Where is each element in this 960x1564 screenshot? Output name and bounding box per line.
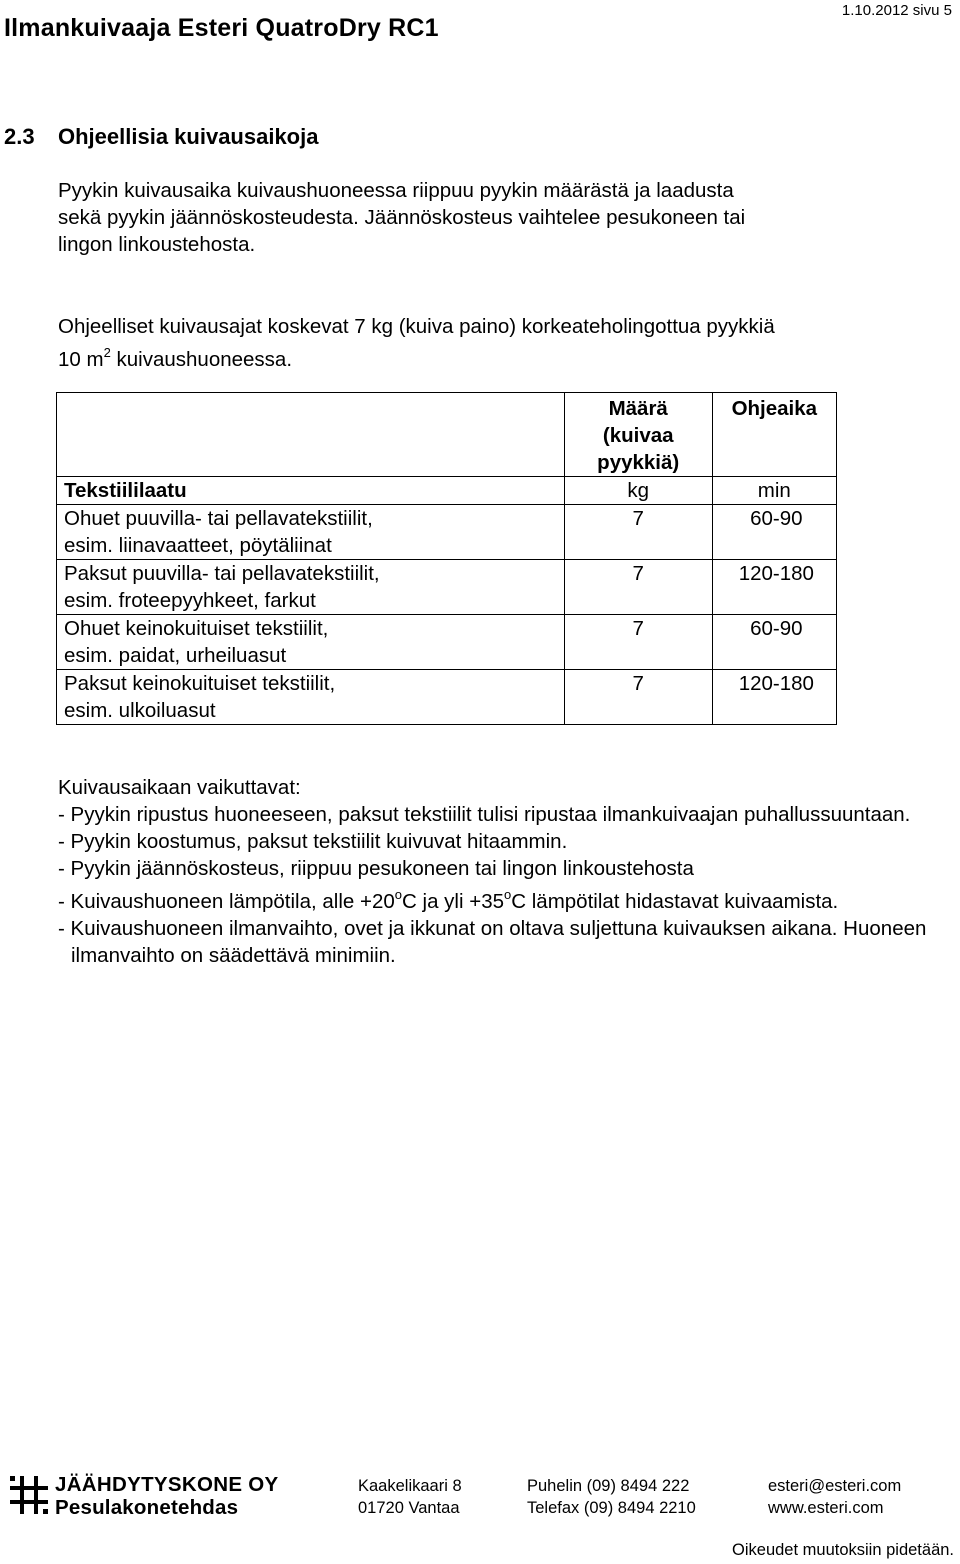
factor-text: C ja yli +35 [402, 889, 504, 913]
time-value: 120-180 [738, 672, 814, 695]
factor-item: - Kuivaushuoneen ilmanvaihto, ovet ja ikkunat on oltava suljettuna kuivauksen aikana. Huoneen ilmanvaihto on säädettävä minimiin. [58, 916, 927, 967]
header-amount-line: Määrä [608, 397, 668, 420]
website-link[interactable]: www.esteri.com [768, 1499, 884, 1517]
amount-value: 7 [632, 672, 644, 695]
footer-address [358, 1475, 462, 1519]
time-value: 60-90 [750, 507, 803, 530]
factor-item: - Pyykin koostumus, paksut tekstiilit kuivuvat hitaammin. [58, 830, 568, 853]
section-heading [4, 124, 318, 150]
table-row [57, 670, 837, 725]
company-subtitle: Pesulakonetehdas [55, 1496, 239, 1519]
header-amount-line: (kuivaa [602, 424, 674, 447]
header-amount-line: pyykkiä) [597, 451, 680, 474]
amount-value: 7 [632, 617, 644, 640]
time-value: 60-90 [750, 617, 803, 640]
address-city: 01720 Vantaa [358, 1499, 460, 1517]
superscript: 2 [103, 345, 111, 360]
document-title: Ilmankuivaaja Esteri QuatroDry RC1 [4, 14, 439, 42]
drying-time-table [56, 392, 837, 725]
header-empty-cell [57, 393, 565, 477]
factor-item: - Pyykin ripustus huoneeseen, paksut tekstiilit tulisi ripustaa ilmankuivaajan puhallussuuntaan. [58, 803, 911, 826]
textile-line: Ohuet puuvilla- tai pellavatekstiilit, [64, 507, 373, 530]
company-logo-icon [10, 1476, 48, 1514]
table-units-row [57, 477, 837, 505]
rights-notice: Oikeudet muutoksiin pidetään. [732, 1541, 954, 1559]
factor-item [58, 882, 938, 915]
page-footer [0, 1470, 960, 1564]
factor-text: C lämpötilat hidastavat kuivaamista. [511, 889, 839, 913]
time-cell [712, 505, 836, 560]
time-value: 120-180 [738, 562, 814, 585]
textile-example: esim. liinavaatteet, pöytäliinat [64, 534, 332, 557]
section-number: 2.3 [4, 124, 35, 149]
table-row [57, 505, 837, 560]
time-cell [712, 670, 836, 725]
textile-example: esim. paidat, urheiluasut [64, 644, 287, 667]
textile-cell [57, 560, 565, 615]
textile-cell [57, 615, 565, 670]
phone-number: Puhelin (09) 8494 222 [527, 1477, 690, 1495]
table-header-row [57, 393, 837, 477]
factor-text: - Kuivaushuoneen lämpötila, alle +20 [58, 889, 395, 913]
table-row [57, 615, 837, 670]
unit-label-cell: Tekstiililaatu [57, 477, 565, 505]
table-row [57, 560, 837, 615]
textile-example: esim. ulkoiluasut [64, 699, 216, 722]
amount-cell [564, 670, 712, 725]
factors-heading: Kuivausaikaan vaikuttavat: [58, 776, 301, 799]
amount-cell [564, 615, 712, 670]
fax-number: Telefax (09) 8494 2210 [527, 1499, 696, 1517]
scope-line: Ohjeelliset kuivausajat koskevat 7 kg (kuiva paino) korkeateholingottua pyykkiä [58, 315, 775, 338]
address-street: Kaakelikaari 8 [358, 1477, 462, 1495]
time-cell [712, 560, 836, 615]
intro-line: Pyykin kuivausaika kuivaushuoneessa riippuu pyykin määrästä ja laadusta [58, 179, 734, 202]
email-link[interactable]: esteri@esteri.com [768, 1477, 902, 1495]
amount-cell [564, 505, 712, 560]
intro-line: sekä pyykin jäännöskosteudesta. Jäännöskosteus vaihtelee pesukoneen tai [58, 206, 746, 229]
section-title: Ohjeellisia kuivausaikoja [58, 124, 319, 149]
company-name: JÄÄHDYTYSKONE OY [55, 1473, 279, 1496]
page-info: 1.10.2012 sivu 5 [841, 2, 952, 19]
header-time-cell: Ohjeaika [712, 393, 836, 477]
footer-contact [768, 1475, 901, 1519]
scope-text: 10 m [58, 347, 104, 371]
unit-time-cell: min [712, 477, 836, 505]
factor-item: - Pyykin jäännöskosteus, riippuu pesukoneen tai lingon linkoustehosta [58, 857, 694, 880]
textile-line: Paksut keinokuituiset tekstiilit, [64, 672, 336, 695]
scope-text: kuivaushuoneessa. [110, 347, 293, 371]
footer-phone [527, 1475, 696, 1519]
amount-cell [564, 560, 712, 615]
scope-line [58, 340, 938, 373]
amount-value: 7 [632, 507, 644, 530]
intro-paragraph [58, 177, 918, 258]
unit-amount-cell: kg [564, 477, 712, 505]
scope-paragraph [58, 313, 938, 373]
degree-superscript: o [504, 887, 512, 902]
textile-line: Paksut puuvilla- tai pellavatekstiilit, [64, 562, 380, 585]
textile-example: esim. froteepyyhkeet, farkut [64, 589, 316, 612]
textile-line: Ohuet keinokuituiset tekstiilit, [64, 617, 329, 640]
header-amount-cell [564, 393, 712, 477]
degree-superscript: o [394, 887, 403, 902]
time-cell [712, 615, 836, 670]
textile-cell [57, 505, 565, 560]
amount-value: 7 [632, 562, 644, 585]
textile-cell [57, 670, 565, 725]
intro-line: lingon linkoustehosta. [58, 233, 256, 256]
drying-factors [58, 774, 938, 969]
